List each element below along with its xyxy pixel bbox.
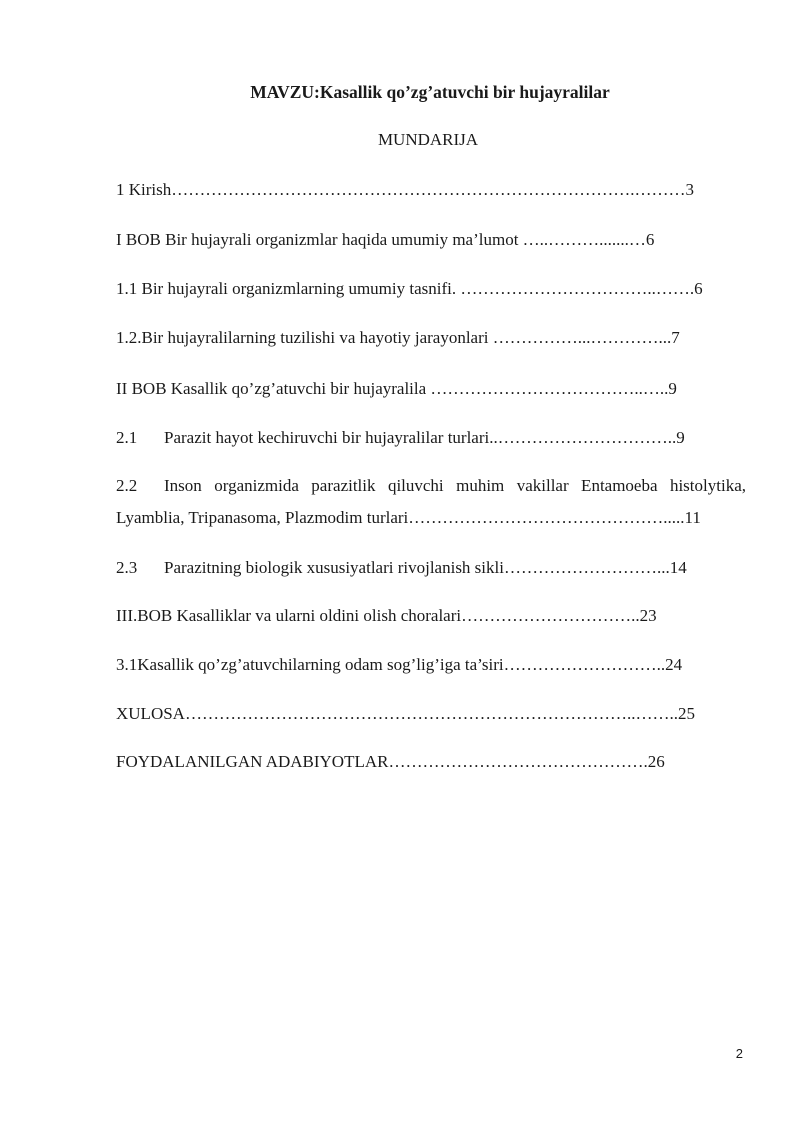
toc-entry-number: 2.3 [116, 558, 138, 577]
toc-entry-text: Parazitning biologik xususiyatlari rivojlanish sikli………………………...14 [164, 558, 687, 577]
toc-entry-bob-1 [116, 230, 654, 250]
toc-entry-text: 1.1 Bir hujayrali organizmlarning umumiy tasnifi. ……………………………..…….6 [116, 279, 703, 298]
toc-entry-text: XULOSA……………………………………………………………………..……..25 [116, 704, 695, 723]
contents-heading: MUNDARIJA [377, 130, 479, 149]
document-title: MAVZU:Kasallik qo’zg’atuvchi bir hujayralilar [250, 82, 610, 102]
toc-entry-text: III.BOB Kasalliklar va ularni oldini olish choralari…………………………..23 [116, 606, 657, 625]
toc-entry-2-2 [116, 470, 746, 534]
toc-entry-kirish [116, 180, 694, 200]
toc-entry-number: 2.2 [116, 476, 138, 495]
toc-entry-number: 2.1 [116, 428, 138, 447]
toc-entry-adabiyotlar [116, 752, 665, 772]
toc-entry-text: Parazit hayot kechiruvchi bir hujayralilar turlari..…………………………..9 [164, 428, 685, 447]
toc-entry-xulosa [116, 704, 695, 724]
toc-entry-text: FOYDALANILGAN ADABIYOTLAR……………………………………….26 [116, 752, 665, 771]
toc-entry-text: 1.2.Bir hujayralilarning tuzilishi va hayotiy jarayonlari ……………...…………...7 [116, 328, 680, 347]
toc-entry-bob-2 [116, 379, 677, 399]
toc-entry-2-1 [116, 428, 685, 448]
toc-entry-bob-3 [116, 606, 657, 626]
toc-entry-text: II BOB Kasallik qo’zg’atuvchi bir hujayralila ………………………………..…..9 [116, 379, 677, 398]
toc-entry-text: 1 Kirish……………………………………………………………………….………3 [116, 180, 694, 199]
toc-entry-1-1 [116, 279, 703, 299]
page-number: 2 [735, 1046, 743, 1061]
toc-entry-text: 3.1Kasallik qo’zg’atuvchilarning odam sog’lig’iga ta’siri………………………..24 [116, 655, 683, 674]
toc-entry-3-1 [116, 655, 682, 675]
toc-entry-2-3 [116, 558, 687, 578]
toc-entry-1-2 [116, 328, 680, 348]
toc-entry-text: I BOB Bir hujayrali organizmlar haqida umumiy ma’lumot …..……….......…6 [116, 230, 655, 249]
toc-entry-text: Inson organizmida parazitlik qiluvchi muhim vakillar Entamoeba histolytika, Lyamblia, Tripanasoma, Plazmodim turlari……………………………………….....11 [116, 476, 746, 527]
